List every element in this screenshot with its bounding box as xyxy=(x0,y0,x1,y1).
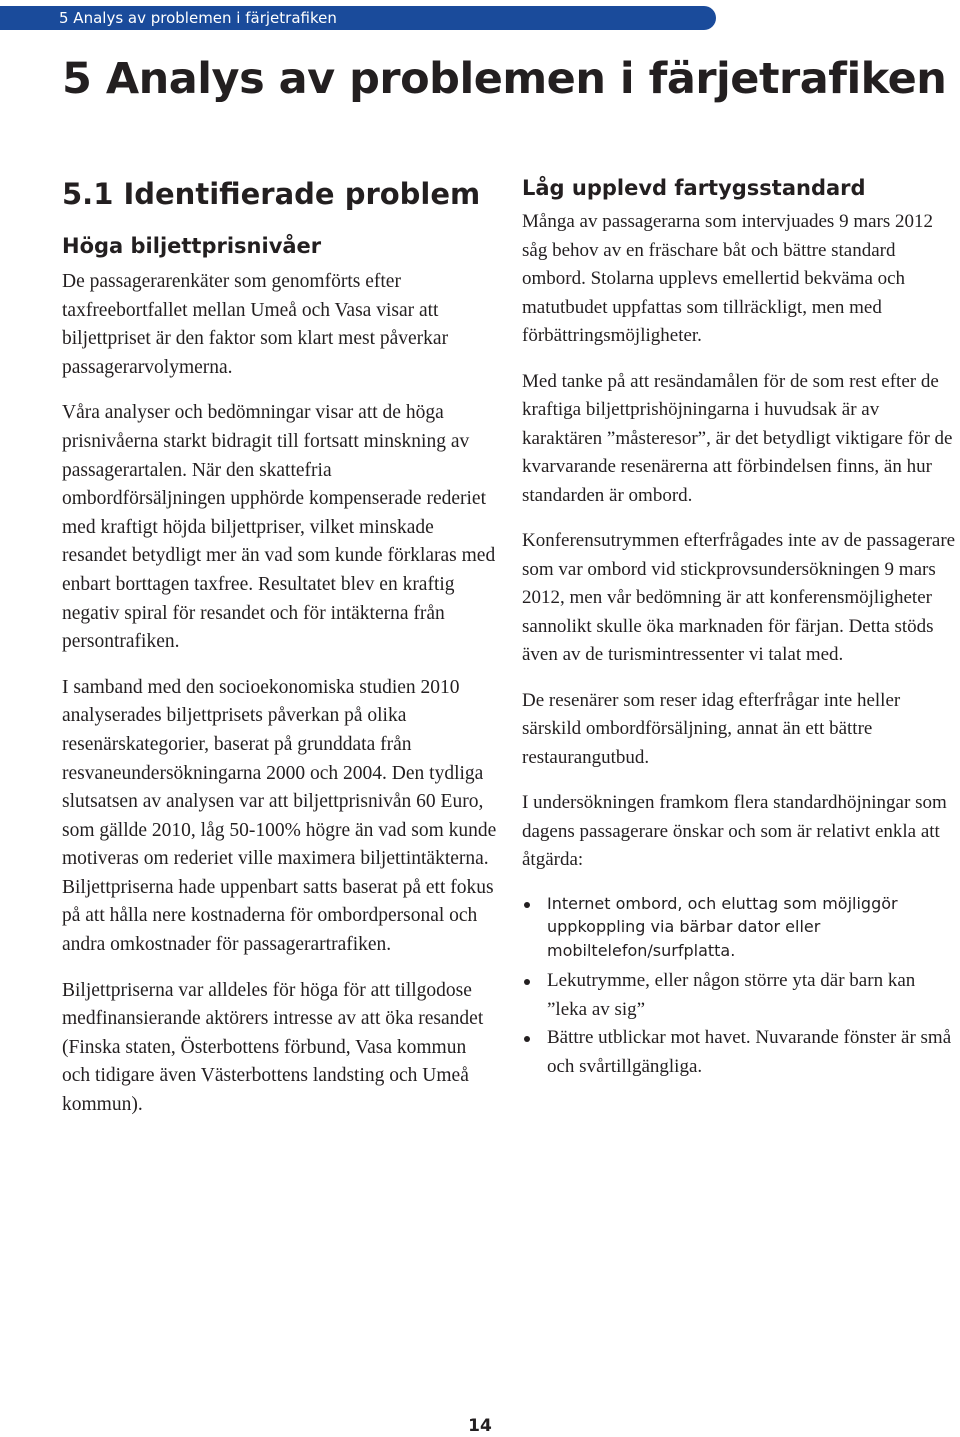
paragraph: Biljettpriserna var alldeles för höga för att tillgodose medfinansierande aktörers intresse av att öka resandet (Finska staten, Österbottens förbund, Vasa kommun och tidigare även Västerbottens landsting och Umeå kommun). xyxy=(62,979,484,1116)
paragraph: Med tanke på att resändamålen för de som rest efter de kraftiga biljettprishöjningarna i huvudsak är av karaktären ”måsteresor”, är det betydligt viktigare för de kvarvarande resenärerna att förbindelsen finns, än hur standarden är ombord. xyxy=(522,370,953,506)
left-column xyxy=(62,172,498,1137)
chapter-title: 5 Analys av problemen i färjetrafiken xyxy=(62,54,947,104)
paragraph: Konferensutrymmen efterfrågades inte av de passagerare som var ombord vid stickprovsundersökningen 9 mars 2012, men vår bedömning är att konferensmöjligheter sannolikt skulle öka marknaden för färjan. Detta stöds även av de turismintressenter vi talat med. xyxy=(522,530,956,665)
bullet-icon xyxy=(524,979,530,985)
running-header-title: 5 Analys av problemen i färjetrafiken xyxy=(59,9,337,27)
list-item xyxy=(522,967,960,1024)
paragraph: I samband med den socioekonomiska studien 2010 analyserades biljettprisets påverkan på olika resenärskategorier, baserat på grunddata från resvaneundersökningarna 2000 och 2004. Den tydliga slutsatsen av analysen var att biljettprisnivån 60 Euro, som gällde 2010, låg 50-100% högre än vad som kunde motiveras om rederiet ville maximera biljettintäkterna. Biljettpriserna hade uppenbart satts baserat på ett fokus på att hålla nere kostnaderna för ombordpersonal och andra omkostnader för passagerartrafiken. xyxy=(62,676,497,956)
bullet-icon xyxy=(524,1036,530,1042)
list-item xyxy=(522,1024,960,1081)
paragraph: Många av passagerarna som intervjuades 9 mars 2012 såg behov av en fräschare båt och bättre standard ombord. Stolarna upplevs emellertid bekväma och matutbudet uppfattas som tillräckligt, men med förbättringsmöjligheter. xyxy=(522,211,934,346)
subheading-ticket-prices: Höga biljettprisnivåer xyxy=(62,234,322,258)
subheading-ship-standard: Låg upplevd fartygsstandard xyxy=(522,176,866,200)
list-item xyxy=(522,892,960,963)
list-item-text: Bättre utblickar mot havet. Nuvarande fönster är små och svårtillgängliga. xyxy=(547,1027,952,1077)
section-title: 5.1 Identifierade problem xyxy=(62,177,481,211)
bullet-list xyxy=(522,892,960,1082)
list-item-text: Lekutrymme, eller någon större yta där barn kan ”leka av sig” xyxy=(547,970,916,1020)
paragraph: De passagerarenkäter som genomförts efter taxfreebortfallet mellan Umeå och Vasa visar att biljettpriset är den faktor som klart mest påverkar passagerarvolymerna. xyxy=(62,271,449,378)
paragraph: De resenärer som reser idag efterfrågar inte heller särskild ombordförsäljning, annat än ett bättre restaurangutbud. xyxy=(522,689,901,768)
paragraph: I undersökningen framkom flera standardhöjningar som dagens passagerare önskar och som är relativt enkla att åtgärda: xyxy=(522,792,947,870)
list-item-text: Internet ombord, och eluttag som möjliggör uppkoppling via bärbar dator eller mobiltelefon/surfplatta. xyxy=(547,893,898,960)
right-column xyxy=(522,172,960,1081)
page-number: 14 xyxy=(468,1416,492,1436)
running-header xyxy=(0,6,716,30)
paragraph: Våra analyser och bedömningar visar att de höga prisnivåerna starkt bidragit till fortsatt minskning av passagerartalen. När den skattefria ombordförsäljningen upphörde kompenserade rederiet med kraftigt höjda biljettpriser, vilket minskade resandet betydligt mer än vad som kunde förklaras med enbart borttagen taxfree. Resultatet blev en kraftig negativ spiral för resandet och för intäkterna från persontrafiken. xyxy=(62,402,496,653)
bullet-icon xyxy=(524,902,530,908)
